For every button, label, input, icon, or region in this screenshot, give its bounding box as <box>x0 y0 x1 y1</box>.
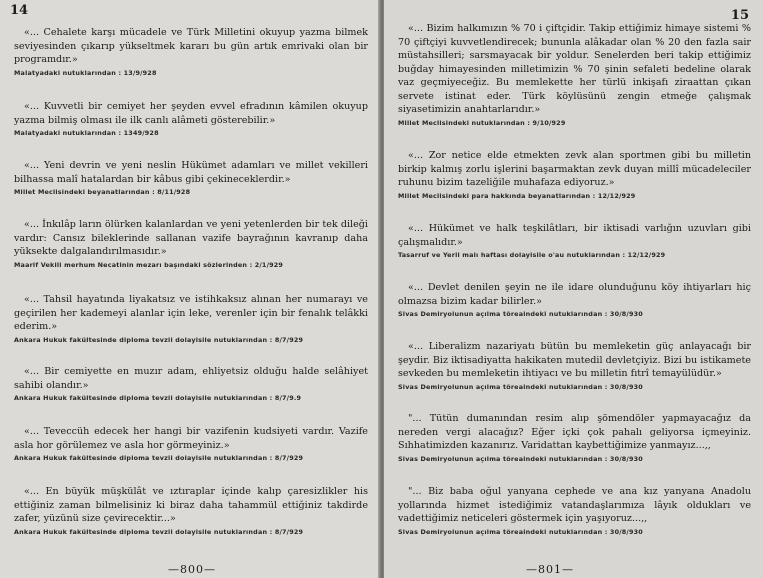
quote <box>0 485 380 536</box>
quote-text: «... Bizim halkımızın % 70 i çiftçidir. Takip ettiğimiz himaye sistemi % 70 çiftçiyi kuvvetlendirecek; bununla alâkadar olan % 20 den fazla sair müstahsilleri; sarsmayacak bir yoldur. Senelerden beri takip ettiğimiz buğday himayesinden milletimizin % 70 şinin sefaleti bedeline olarak vaz geçmiyeceğiz. Bu memlekette her türlü inkişafı ziraattan çıkan servete istinat eder. Türk köylüsünü zengin etmeğe çalışmak siyasetimizin anahtarlarıdır.» <box>398 23 751 115</box>
quote-text: «... Cehalete karşı mücadele ve Türk Milletini okuyup yazma bilmek seviyesinden çıkarıp yükseltmek kararı bu gün artık emrivaki olan bir programdır.» <box>14 27 368 65</box>
quote <box>0 26 380 77</box>
quote-text: «... İnkılâp ların ölürken kalanlardan ve yeni yetenlerden bir tek dileği vardır: Cansız bileklerinde sallanan vazife bayrağının kavranıp daha yüksekte dalgalandırılmasıdır.» <box>14 219 368 257</box>
quote <box>384 340 763 391</box>
quote-source: Sivas Demiryolunun açılma töreaindeki nutuklarından : 30/8/930 <box>398 454 643 463</box>
quote <box>0 218 380 269</box>
quote <box>0 159 380 196</box>
quote <box>0 425 380 462</box>
quote-text: «... Zor netice elde etmekten zevk alan sportmen gibi bu milletin birkip kalmış zorlu işlerini başarmaktan zevk duyan millî mücadeleciler ruhunu bizim tazeliğile muhafaza ediyoruz.» <box>398 150 751 188</box>
quote <box>0 365 380 402</box>
right-page <box>384 0 763 578</box>
right-folio: —801— <box>526 563 574 576</box>
quote <box>384 22 763 127</box>
quote <box>384 149 763 200</box>
quote-text: «... Tahsil hayatında liyakatsız ve istihkaksız alınan her numarayı ve geçirilen her kademeyi alanlar için leke, verenler için bir fenalık telâkki ederim.» <box>14 294 368 332</box>
quote <box>384 412 763 463</box>
quote-text: "... Biz baba oğul yanyana cephede ve ana kız yanyana Anadolu yollarında hizmet istediğimiz vatandaşlarımıza lâyık oldukları ve vadettiğimiz neticeleri göstermek için yaşıyoruz...,, <box>398 486 751 524</box>
quote-text: «... En büyük müşkülât ve ıztıraplar içinde kalıp çaresizlikler his ettiğiniz zaman bilmelisiniz ki biraz daha tahammül ettiğiniz takdirde zafer, yüzünü size çevirecektir...» <box>14 486 368 524</box>
quote-text: «... Yeni devrin ve yeni neslin Hükümet adamları ve millet vekilleri bilhassa malî hatalardan bir kâbus gibi çekineceklerdir.» <box>14 160 368 185</box>
right-page-number: 15 <box>730 8 749 23</box>
left-page <box>0 0 380 578</box>
quote-source: Maarif Vekili merhum Necatinin mezarı başındaki sözlerinden : 2/1/929 <box>14 260 284 269</box>
quote-source: Malatyadaki nutuklarından : 13/9/928 <box>14 68 157 77</box>
quote <box>384 222 763 259</box>
quote <box>384 281 763 318</box>
quote-source: Millet Meclisindeki nutuklarından : 9/10/929 <box>398 118 566 127</box>
left-page-number: 14 <box>10 3 29 18</box>
quote-source: Ankara Hukuk fakültesinde diploma tevzii dolayisile nutuklarından : 8/7/929 <box>14 335 304 344</box>
quote-source: Malatyadaki nutuklarından : 1349/928 <box>14 129 159 137</box>
quote-source: Sivas Demiryolunun açılma töreaindeki nutuklarından : 30/8/930 <box>398 527 643 536</box>
quote <box>0 293 380 344</box>
quote-source: Sivas Demiryolunun açılma töreaindeki nutuklarından : 30/8/930 <box>398 382 643 391</box>
quote-source: Sivas Demiryolunun açılma töreaindeki nutuklarından : 30/8/930 <box>398 310 643 318</box>
quote-source: Ankara Hukuk fakültesinde diploma tevzii dolayisile nutuklarından : 8/7/929 <box>14 527 304 536</box>
quote-source: Millet Meclisindeki beyanatlarından : 8/11/928 <box>14 188 191 196</box>
quote-text: «... Hükümet ve halk teşkilâtları, bir iktisadi varlığın uzuvları gibi çalışmalıdır.» <box>398 223 751 248</box>
quote-text: «... Devlet denilen şeyin ne ile idare olunduğunu köy ihtiyarları hiç olmazsa bizim kadar bilirler.» <box>398 282 751 307</box>
quote-source: Ankara Hukuk fakültesinde diploma tevzii dolayisile nutuklarından : 8/7/929 <box>14 454 304 462</box>
quote-text: «... Liberalizm nazariyatı bütün bu memleketin güç anlayacağı bir şeydir. Biz iktisadiyatta hakikaten mutedil devletçiyiz. Bizi bu istikamete sevkeden bu memleketin ihtiyacı ve bu milletin fıtrî temayülüdür.» <box>398 341 751 379</box>
quote-text: «... Teveccüh edecek her hangi bir vazifenin kudsiyeti vardır. Vazife asla hor görülemez ve asla hor görmeyiniz.» <box>14 426 368 451</box>
quote-source: Tasarruf ve Yerli malı haftası dolayisile o'au nutuklarından : 12/12/929 <box>398 251 666 259</box>
quote-source: Millet Meclisindeki para hakkında beyanatlarından : 12/12/929 <box>398 191 636 200</box>
quote-source: Ankara Hukuk fakültesinde diploma tevzii dolayisile nutuklarından : 8/7/9.9 <box>14 394 302 402</box>
quote-text: "... Tütün dumanından resim alıp şömendöler yapmayacağız da nereden vergi alacağız? Eğer içki çok pahalı geliyorsa içmeyiniz. Sıhhatimizden kazanırız. Varidattan kaybettiğimize yanmayız...,, <box>398 413 751 451</box>
quote-text: «... Kuvvetli bir cemiyet her şeyden evvel efradının kâmilen okuyup yazma bilmiş olması ile ilk canlı alâmeti gösterebilir.» <box>14 101 368 126</box>
quote <box>0 100 380 137</box>
left-folio: —800— <box>168 563 216 576</box>
quote <box>384 485 763 536</box>
quote-text: «... Bir cemiyette en muzır adam, ehliyetsiz olduğu halde selâhiyet sahibi olandır.» <box>14 366 368 391</box>
